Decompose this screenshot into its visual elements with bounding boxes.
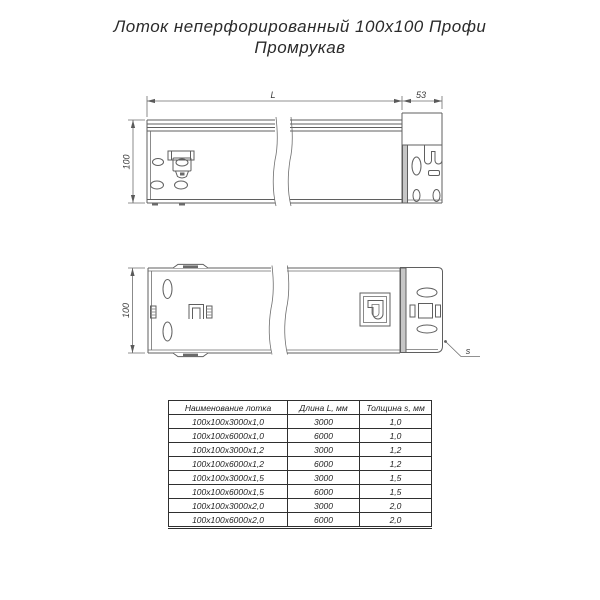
spec-table <box>168 400 432 529</box>
cell-length: 3000 <box>288 443 360 457</box>
cell-length: 6000 <box>288 457 360 471</box>
cell-length: 6000 <box>288 429 360 443</box>
cell-thickness: 1,5 <box>360 485 432 499</box>
top-view-break-lines <box>269 266 289 355</box>
col-header-name: Наименование лотка <box>169 401 288 415</box>
length-dimension <box>147 96 442 117</box>
cell-name: 100х100х6000х1,2 <box>169 457 288 471</box>
length-dimension-label: L <box>270 90 276 100</box>
table-row <box>169 443 432 457</box>
cell-name: 100х100х3000х1,5 <box>169 471 288 485</box>
end-width-dimension-label: 53 <box>415 90 427 100</box>
table-row <box>169 415 432 429</box>
cell-length: 3000 <box>288 471 360 485</box>
side-view-end-connector <box>402 113 442 203</box>
thickness-callout <box>444 340 480 356</box>
cell-name: 100х100х3000х2,0 <box>169 499 288 513</box>
thickness-callout-label: s <box>465 346 471 356</box>
cell-name: 100х100х6000х2,0 <box>169 513 288 528</box>
cell-name: 100х100х3000х1,0 <box>169 415 288 429</box>
cell-name: 100х100х3000х1,2 <box>169 443 288 457</box>
cell-thickness: 1,0 <box>360 415 432 429</box>
top-view-end-connector <box>400 268 443 353</box>
side-view-latch <box>168 151 194 178</box>
cell-length: 3000 <box>288 415 360 429</box>
table-row <box>169 471 432 485</box>
cell-name: 100х100х6000х1,5 <box>169 485 288 499</box>
height-dimension-top-label: 100 <box>121 302 131 319</box>
cell-name: 100х100х6000х1,0 <box>169 429 288 443</box>
cell-thickness: 1,2 <box>360 443 432 457</box>
top-view-latch-tabs <box>173 264 208 356</box>
table-row <box>169 429 432 443</box>
cell-length: 6000 <box>288 513 360 528</box>
side-view-break-lines <box>273 117 292 206</box>
col-header-thickness: Толщина s, мм <box>360 401 432 415</box>
table-row <box>169 457 432 471</box>
top-view-knockouts <box>151 280 213 342</box>
promrukav-logo-stamp <box>360 293 390 326</box>
col-header-length: Длина L, мм <box>288 401 360 415</box>
top-view-tray-body <box>148 268 400 353</box>
title-line-2: Промрукав <box>254 38 346 57</box>
table-row <box>169 485 432 499</box>
cell-thickness: 1,5 <box>360 471 432 485</box>
cell-length: 3000 <box>288 499 360 513</box>
cell-thickness: 1,2 <box>360 457 432 471</box>
height-dimension-side-label: 100 <box>121 154 132 170</box>
table-row <box>169 499 432 513</box>
cell-thickness: 2,0 <box>360 513 432 528</box>
cell-length: 6000 <box>288 485 360 499</box>
cell-thickness: 1,0 <box>360 429 432 443</box>
spec-table-header-row <box>169 401 432 415</box>
table-row <box>169 513 432 528</box>
title-line-1: Лоток неперфорированный 100х100 Профи <box>113 17 487 36</box>
cell-thickness: 2,0 <box>360 499 432 513</box>
